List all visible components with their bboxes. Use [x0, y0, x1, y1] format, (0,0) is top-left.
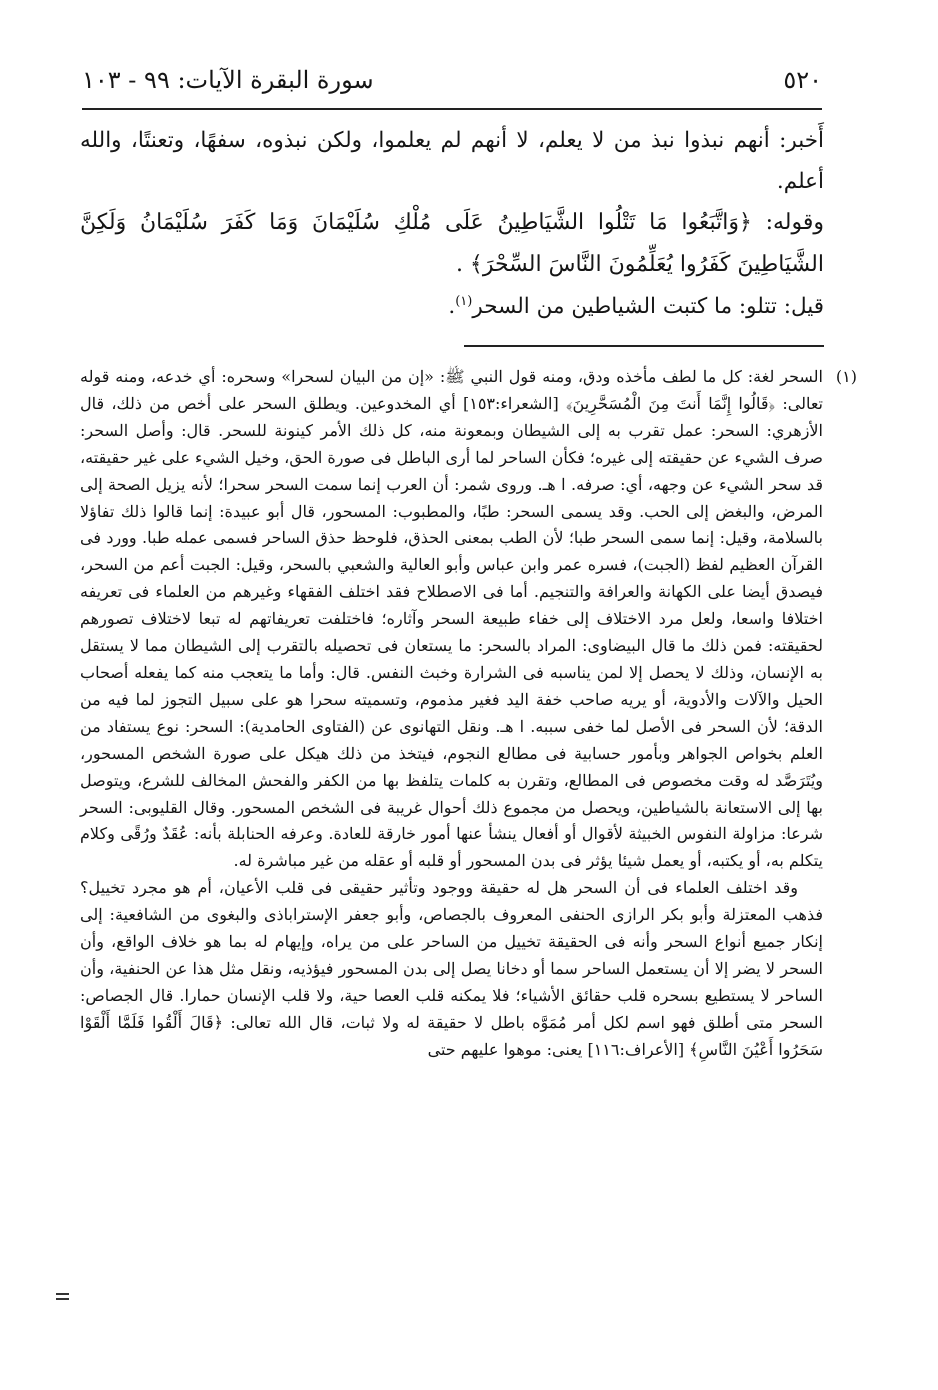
- continuation-mark: [56, 1293, 69, 1303]
- verse-quotation: وقوله: ﴿وَاتَّبَعُوا مَا تَتْلُوا الشَّيَاطِينُ عَلَى مُلْكِ سُلَيْمَانَ وَمَا كَفَرَ سُلَيْمَانُ وَلَكِنَّ الشَّيَاطِينَ كَفَرُوا يُعَلِّمُونَ النَّاسَ السِّحْرَ﴾ .: [80, 210, 824, 277]
- page-number: ٥٢٠: [783, 66, 822, 94]
- continuation-line: [56, 1293, 69, 1295]
- continuation-line: [56, 1298, 69, 1300]
- qil-text: قيل: تتلو: ما كتبت الشياطين من السحر: [472, 294, 824, 319]
- footnote-paragraph: السحر لغة: كل ما لطف مأخذه ودق، ومنه قول النبي ﷺ: «إن من البيان لسحرا» وسحره: أي خدعه، ومنه قوله تعالى: ﴿قَالُوا إِنَّمَا أَنتَ مِنَ الْمُسَحَّرِينَ﴾ [الشعراء:١٥٣] أي المخدوعين. ويطلق السحر على أخص من ذلك، قال الأزهري: السحر: عمل تقرب به إلى الشيطان وبمعونة منه، كل ذلك الأمر كينونة للسحر. قال: وأصل السحر: صرف الشيء عن حقيقته إلى غيره؛ فكأن الساحر لما أرى الباطل فى صورة الحق، وخيل الشيء على غير حقيقته، قد سحر الشيء عن وجهه، أي: صرفه. ا هـ. وروى شمر: أن العرب إنما سمت السحر سحرا؛ لأنه يزيل الصحة إلى المرض، والبغض إلى الحب. وقد يسمى السحر: طبًا، والمطبوب: المسحور، قال أبو عبيدة: إنما قالوا ذلك تفاؤلا بالسلامة، وقيل: إنما سمى السحر طبا؛ لأن الطب بمعنى الحذق، فلوحظ حذق الساحر فسمى عمله طبا. وورد فى القرآن العظيم لفظ (الجبت)، فسره عمر وابن عباس وأبو العالية والشعبي بالسحر، وقيل: الجبت أعم من السحر، فيصدق أيضا على الكهانة والعرافة والتنجيم. أما فى الاصطلاح فقد اختلف الفقهاء وغيرهم من العلماء فى تعريفه اختلافا واسعا، ولعل مرد الاختلاف إلى خفاء طبيعة السحر وآثاره؛ فاختلفت تعريفاتهم له تبعا لاختلاف تصورهم لحقيقته: فمن ذلك ما قال البيضاوى: المراد بالسحر: ما يستعان فى تحصيله بالتقرب إلى الشيطان مما لا يستقل به الإنسان، وذلك لا يحصل إلا لمن يناسبه فى الشرارة وخبث النفس. قال: وأما ما يتعجب منه كما يفعله أصحاب الحيل والآلات والأدوية، أو يريه صاحب خفة اليد فغير مذموم، وتسميته سحرا هو على سبيل التجوز لما فيه من الدقة؛ لأن السحر فى الأصل لما خفى سببه. ا هـ. ونقل التهانوى عن (الفتاوى الحامدية): السحر: نوع يستفاد من العلم بخواص الجواهر وبأمور حسابية فى مطالع النجوم، فيتخذ من ذلك هيكل على صورة الشخص المسحور، ويُتَرَصَّد له وقت مخصوص فى المطالع، وتقرن به كلمات يتلفظ بها من الكفر والفحش المخالف للشرع، ويتوصل بها إلى الاستعانة بالشياطين، ويحصل من مجموع ذلك أحوال غريبة فى الشخص المسحور. وقال القليوبى: السحر شرعا: مزاولة النفوس الخبيثة لأقوال أو أفعال ينشأ عنها أمور خارقة للعادة. وعرفه الحنابلة بأنه: عُقَدٌ ورُقًى وكلام يتكلم به، أو يكتبه، أو يعمل شيئا يؤثر فى بدن المسحور أو قلبه أو عقله من غير مباشرة له.: [80, 367, 824, 871]
- main-paragraph: أَخبر: أنهم نبذوا نبذ من لا يعلم، لا أنهم لم يعلموا، ولكن نبذوه، سفهًا، وتعنتًا، والله أعلم.: [80, 128, 824, 194]
- footnote-number: (١): [835, 367, 857, 386]
- qil-line: [80, 286, 824, 327]
- qil-end: .: [448, 294, 456, 319]
- main-text: [80, 120, 824, 327]
- header-rule: [82, 108, 822, 110]
- footnote-paragraph: وقد اختلف العلماء فى أن السحر هل له حقيقة ووجود وتأثير حقيقى فى قلب الأعيان، أم هو مجرد تخييل؟ فذهب المعتزلة وأبو بكر الرازى الحنفى المعروف بالجصاص، وأبو جعفر الإستراباذى والبغوى من الشافعية: إلى إنكار جميع أنواع السحر وأنه فى الحقيقة تخييل من الساحر على من يراه، وإيهام له بما هو خلاف الواقع، وأن السحر لا يضر إلا أن يستعمل الساحر سما أو دخانا يصل إلى بدن المسحور فيؤذيه، ونقل مثل هذا عن الحنفية، وأن الساحر لا يستطيع بسحره قلب حقائق الأشياء؛ فلا يمكنه قلب العصا حية، ولا قلب الإنسان حمارا. قال الجصاص: السحر متى أطلق فهو اسم لكل أمر مُمَوَّه باطل لا حقيقة له ولا ثبات، قال الله تعالى: ﴿قَالَ أَلْقُوا فَلَمَّا أَلْقَوْا سَحَرُوا أَعْيُنَ النَّاسِ﴾ [الأعراف:١١٦] يعنى: موهوا عليهم حتى: [80, 878, 824, 1059]
- running-title: سورة البقرة الآيات: ٩٩ - ١٠٣: [82, 66, 374, 94]
- footnote: [80, 364, 855, 1064]
- footnote-body: [80, 364, 823, 1064]
- footnote-reference: (١): [455, 293, 473, 309]
- running-head: [82, 62, 822, 104]
- footnote-rule: [464, 345, 824, 347]
